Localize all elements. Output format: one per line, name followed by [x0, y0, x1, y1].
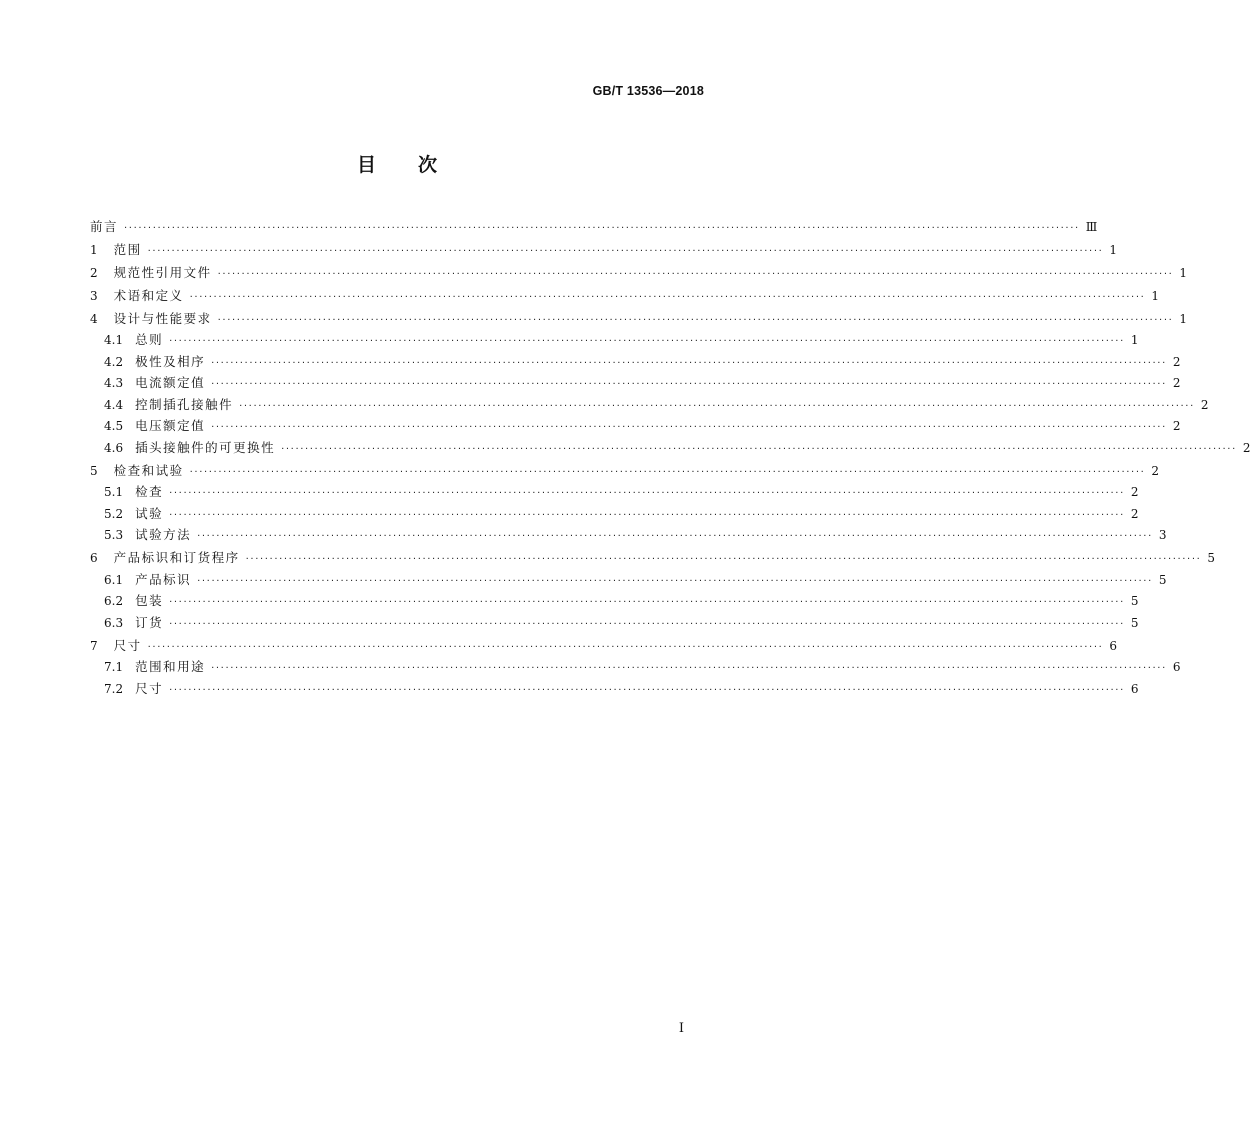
toc-entry-number: 4.5 — [104, 419, 124, 433]
toc-entry[interactable] — [90, 262, 1188, 284]
toc-entry-title: 产品标识和订货程序 — [113, 550, 240, 565]
toc-leader-dots: ········································································································································································································ — [124, 222, 1080, 234]
toc-leader-dots: ········································································································································································································ — [169, 597, 1125, 608]
toc-leader-dots: ········································································································································································································ — [189, 291, 1146, 303]
toc-entry-title: 规范性引用文件 — [113, 264, 212, 280]
toc-entry-number: 6 — [90, 551, 98, 565]
toc-entry-page: 2 — [1172, 419, 1181, 433]
toc-entry-page: 5 — [1130, 615, 1139, 630]
toc-entry-page: 1 — [1179, 265, 1188, 280]
toc-entry[interactable] — [90, 547, 1216, 569]
toc-leader-dots: ········································································································································································································ — [197, 575, 1153, 587]
toc-entry-page: 2 — [1151, 463, 1160, 478]
toc-entry[interactable] — [90, 569, 1167, 591]
toc-entry-page: 2 — [1130, 485, 1139, 499]
toc-entry[interactable] — [90, 590, 1139, 612]
toc-entry-title: 前言 — [90, 218, 119, 234]
toc-leader-dots: ········································································································································································································ — [197, 531, 1153, 542]
toc-entry[interactable] — [90, 481, 1139, 503]
toc-entry-title: 产品标识 — [135, 571, 192, 587]
toc-entry-title: 插头接触件的可更换性 — [135, 439, 276, 455]
toc-entry[interactable] — [90, 394, 1209, 416]
toc-leader-dots: ········································································································································································································ — [211, 379, 1167, 390]
toc-entry[interactable] — [90, 524, 1167, 546]
toc-entry-page: 6 — [1109, 638, 1118, 653]
toc-leader-dots: ········································································································································································································ — [147, 245, 1104, 257]
toc-entry-page: 2 — [1172, 354, 1181, 369]
toc-entry-title: 检查 — [135, 484, 164, 499]
toc-entry-title: 订货 — [135, 614, 164, 630]
toc-leader-dots: ········································································································································································································ — [211, 422, 1167, 433]
toc-entry-title: 试验方法 — [135, 527, 192, 542]
toc-entry-title: 电流额定值 — [135, 375, 206, 390]
toc-leader-dots: ········································································································································································································ — [169, 488, 1125, 499]
toc-entry-title: 术语和定义 — [113, 287, 184, 303]
toc-entry-title: 电压额定值 — [135, 418, 206, 433]
toc-entry-title: 范围 — [113, 241, 142, 257]
toc-entry-number: 4.1 — [104, 333, 124, 347]
toc-entry-title: 控制插孔接触件 — [135, 396, 234, 412]
toc-entry-number: 5.2 — [104, 506, 124, 521]
toc-entry-page: Ⅲ — [1085, 219, 1098, 234]
toc-entry[interactable] — [90, 216, 1098, 238]
toc-entry-number: 6.1 — [104, 572, 124, 587]
toc-entry-title: 尺寸 — [135, 680, 164, 696]
toc-entry[interactable] — [90, 437, 1251, 459]
toc-entry-number: 5.1 — [104, 485, 124, 499]
toc-entry-number: 5.3 — [104, 528, 124, 542]
toc-entry-title: 包装 — [135, 593, 164, 608]
toc-leader-dots: ········································································································································································································ — [169, 684, 1125, 696]
toc-leader-dots: ········································································································································································································ — [245, 554, 1202, 565]
toc-entry[interactable] — [90, 415, 1181, 437]
toc-entry-page: 1 — [1130, 333, 1139, 347]
toc-entry-page: 2 — [1200, 397, 1209, 412]
toc-entry-number: 4.2 — [104, 354, 124, 369]
toc-leader-dots: ········································································································································································································ — [211, 663, 1167, 674]
toc-entry-number: 4.6 — [104, 440, 124, 455]
toc-entry-page: 6 — [1172, 660, 1181, 674]
toc-leader-dots: ········································································································································································································ — [217, 314, 1174, 326]
toc-entry-number: 4 — [90, 311, 98, 326]
toc-entry-title: 检查和试验 — [113, 462, 184, 478]
toc-leader-dots: ········································································································································································································ — [281, 443, 1237, 455]
toc-entry-title: 尺寸 — [113, 637, 142, 653]
standard-code: GB/T 13536—2018 — [592, 84, 704, 98]
toc-leader-dots: ········································································································································································································ — [147, 641, 1104, 653]
toc-entry-number: 4.4 — [104, 397, 124, 412]
toc-entry-number: 5 — [90, 463, 98, 478]
toc-entry[interactable] — [90, 678, 1139, 700]
toc-entry-page: 1 — [1151, 288, 1160, 303]
toc-entry-page: 5 — [1207, 551, 1216, 565]
toc-entry[interactable] — [90, 351, 1181, 373]
page-title — [0, 150, 794, 177]
toc-entry-page: 5 — [1130, 594, 1139, 608]
toc-entry-page: 6 — [1130, 681, 1139, 696]
toc-entry[interactable] — [90, 285, 1160, 307]
toc-entry[interactable] — [90, 329, 1139, 351]
toc-entry[interactable] — [90, 308, 1188, 330]
toc-entry-page: 1 — [1179, 311, 1188, 326]
toc-entry-number: 1 — [90, 242, 98, 257]
toc-leader-dots: ········································································································································································································ — [169, 618, 1125, 630]
toc-entry[interactable] — [90, 656, 1181, 678]
toc-entry-title: 设计与性能要求 — [113, 310, 212, 326]
title-char-2: 次 — [418, 154, 438, 176]
toc-leader-dots: ········································································································································································································ — [169, 509, 1125, 521]
toc-entry[interactable] — [90, 612, 1139, 634]
toc-entry-title: 范围和用途 — [135, 659, 206, 674]
toc-entry-title: 试验 — [135, 505, 164, 521]
toc-entry-page: 1 — [1109, 242, 1118, 257]
toc-leader-dots: ········································································································································································································ — [217, 268, 1174, 280]
title-char-1: 目 — [356, 154, 376, 176]
toc-entry-page: 3 — [1158, 528, 1167, 542]
toc-entry-number: 6.2 — [104, 594, 124, 608]
toc-entry-number: 4.3 — [104, 376, 124, 390]
toc-leader-dots: ········································································································································································································ — [169, 336, 1125, 347]
table-of-contents — [90, 214, 1251, 699]
toc-leader-dots: ········································································································································································································ — [239, 400, 1195, 412]
page-number: I — [678, 1021, 684, 1036]
toc-entry-page: 2 — [1242, 440, 1251, 455]
toc-entry-number: 3 — [90, 288, 98, 303]
toc-entry-title: 总则 — [135, 332, 164, 347]
toc-entry[interactable] — [90, 460, 1160, 482]
toc-entry-number: 2 — [90, 265, 98, 280]
toc-entry[interactable] — [90, 635, 1118, 657]
toc-entry[interactable] — [90, 372, 1181, 394]
toc-entry-number: 7 — [90, 638, 98, 653]
toc-entry[interactable] — [90, 503, 1139, 525]
toc-entry-number: 7.1 — [104, 660, 124, 674]
toc-entry-number: 7.2 — [104, 681, 124, 696]
toc-leader-dots: ········································································································································································································ — [211, 357, 1167, 369]
toc-entry-title: 极性及相序 — [135, 353, 206, 369]
toc-entry-page: 2 — [1130, 506, 1139, 521]
toc-entry-page: 5 — [1158, 572, 1167, 587]
toc-leader-dots: ········································································································································································································ — [189, 466, 1146, 478]
toc-entry-number: 6.3 — [104, 615, 124, 630]
toc-entry-page: 2 — [1172, 376, 1181, 390]
toc-entry[interactable] — [90, 239, 1118, 261]
